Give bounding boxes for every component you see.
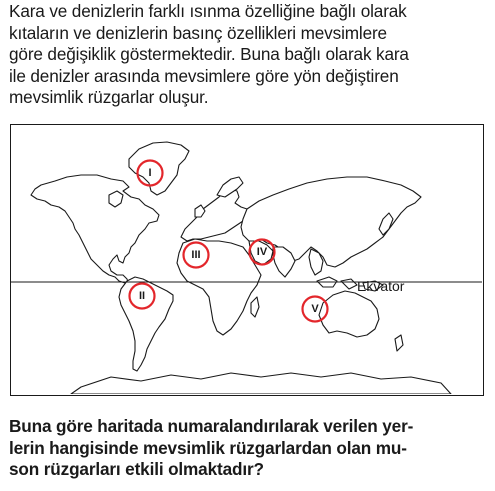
question-line: lerin hangisinde mevsimlik rüzgarlardan olan mu- — [9, 437, 407, 458]
equator-label: Ekvator — [357, 278, 405, 294]
question-text — [9, 416, 489, 481]
marker-label: I — [148, 167, 152, 179]
question-line: son rüzgarları etkili olmaktadır? — [9, 459, 264, 480]
intro-line: Kara ve denizlerin farklı ısınma özelliğine bağlı olarak — [9, 1, 407, 21]
intro-line: göre değişiklik göstermektedir. Buna bağlı olarak kara — [9, 44, 409, 65]
question-line: Buna göre haritada numaralandırılarak verilen yer- — [9, 416, 414, 436]
scandinavia-shape — [217, 177, 243, 197]
intro-paragraph — [9, 1, 489, 109]
marker-label: V — [311, 303, 319, 315]
australia-shape — [319, 291, 379, 337]
intro-line: kıtaların ve denizlerin basınç özellikleri mevsimlere — [9, 22, 387, 43]
south-america-shape — [119, 277, 173, 371]
intro-line: ile denizler arasında mevsimlere göre yön değiştiren — [9, 65, 399, 86]
marker-label: IV — [256, 246, 268, 258]
intro-line: mevsimlik rüzgarlar oluşur. — [9, 87, 209, 108]
new-zealand-shape — [395, 335, 403, 351]
world-map-frame — [10, 124, 484, 396]
marker-label: III — [191, 249, 201, 261]
antarctica-shape — [71, 373, 451, 394]
africa-shape — [177, 239, 261, 335]
north-america-shape — [31, 175, 159, 285]
marker-label: II — [138, 290, 146, 302]
madagascar-shape — [251, 297, 259, 317]
world-map — [11, 125, 482, 394]
